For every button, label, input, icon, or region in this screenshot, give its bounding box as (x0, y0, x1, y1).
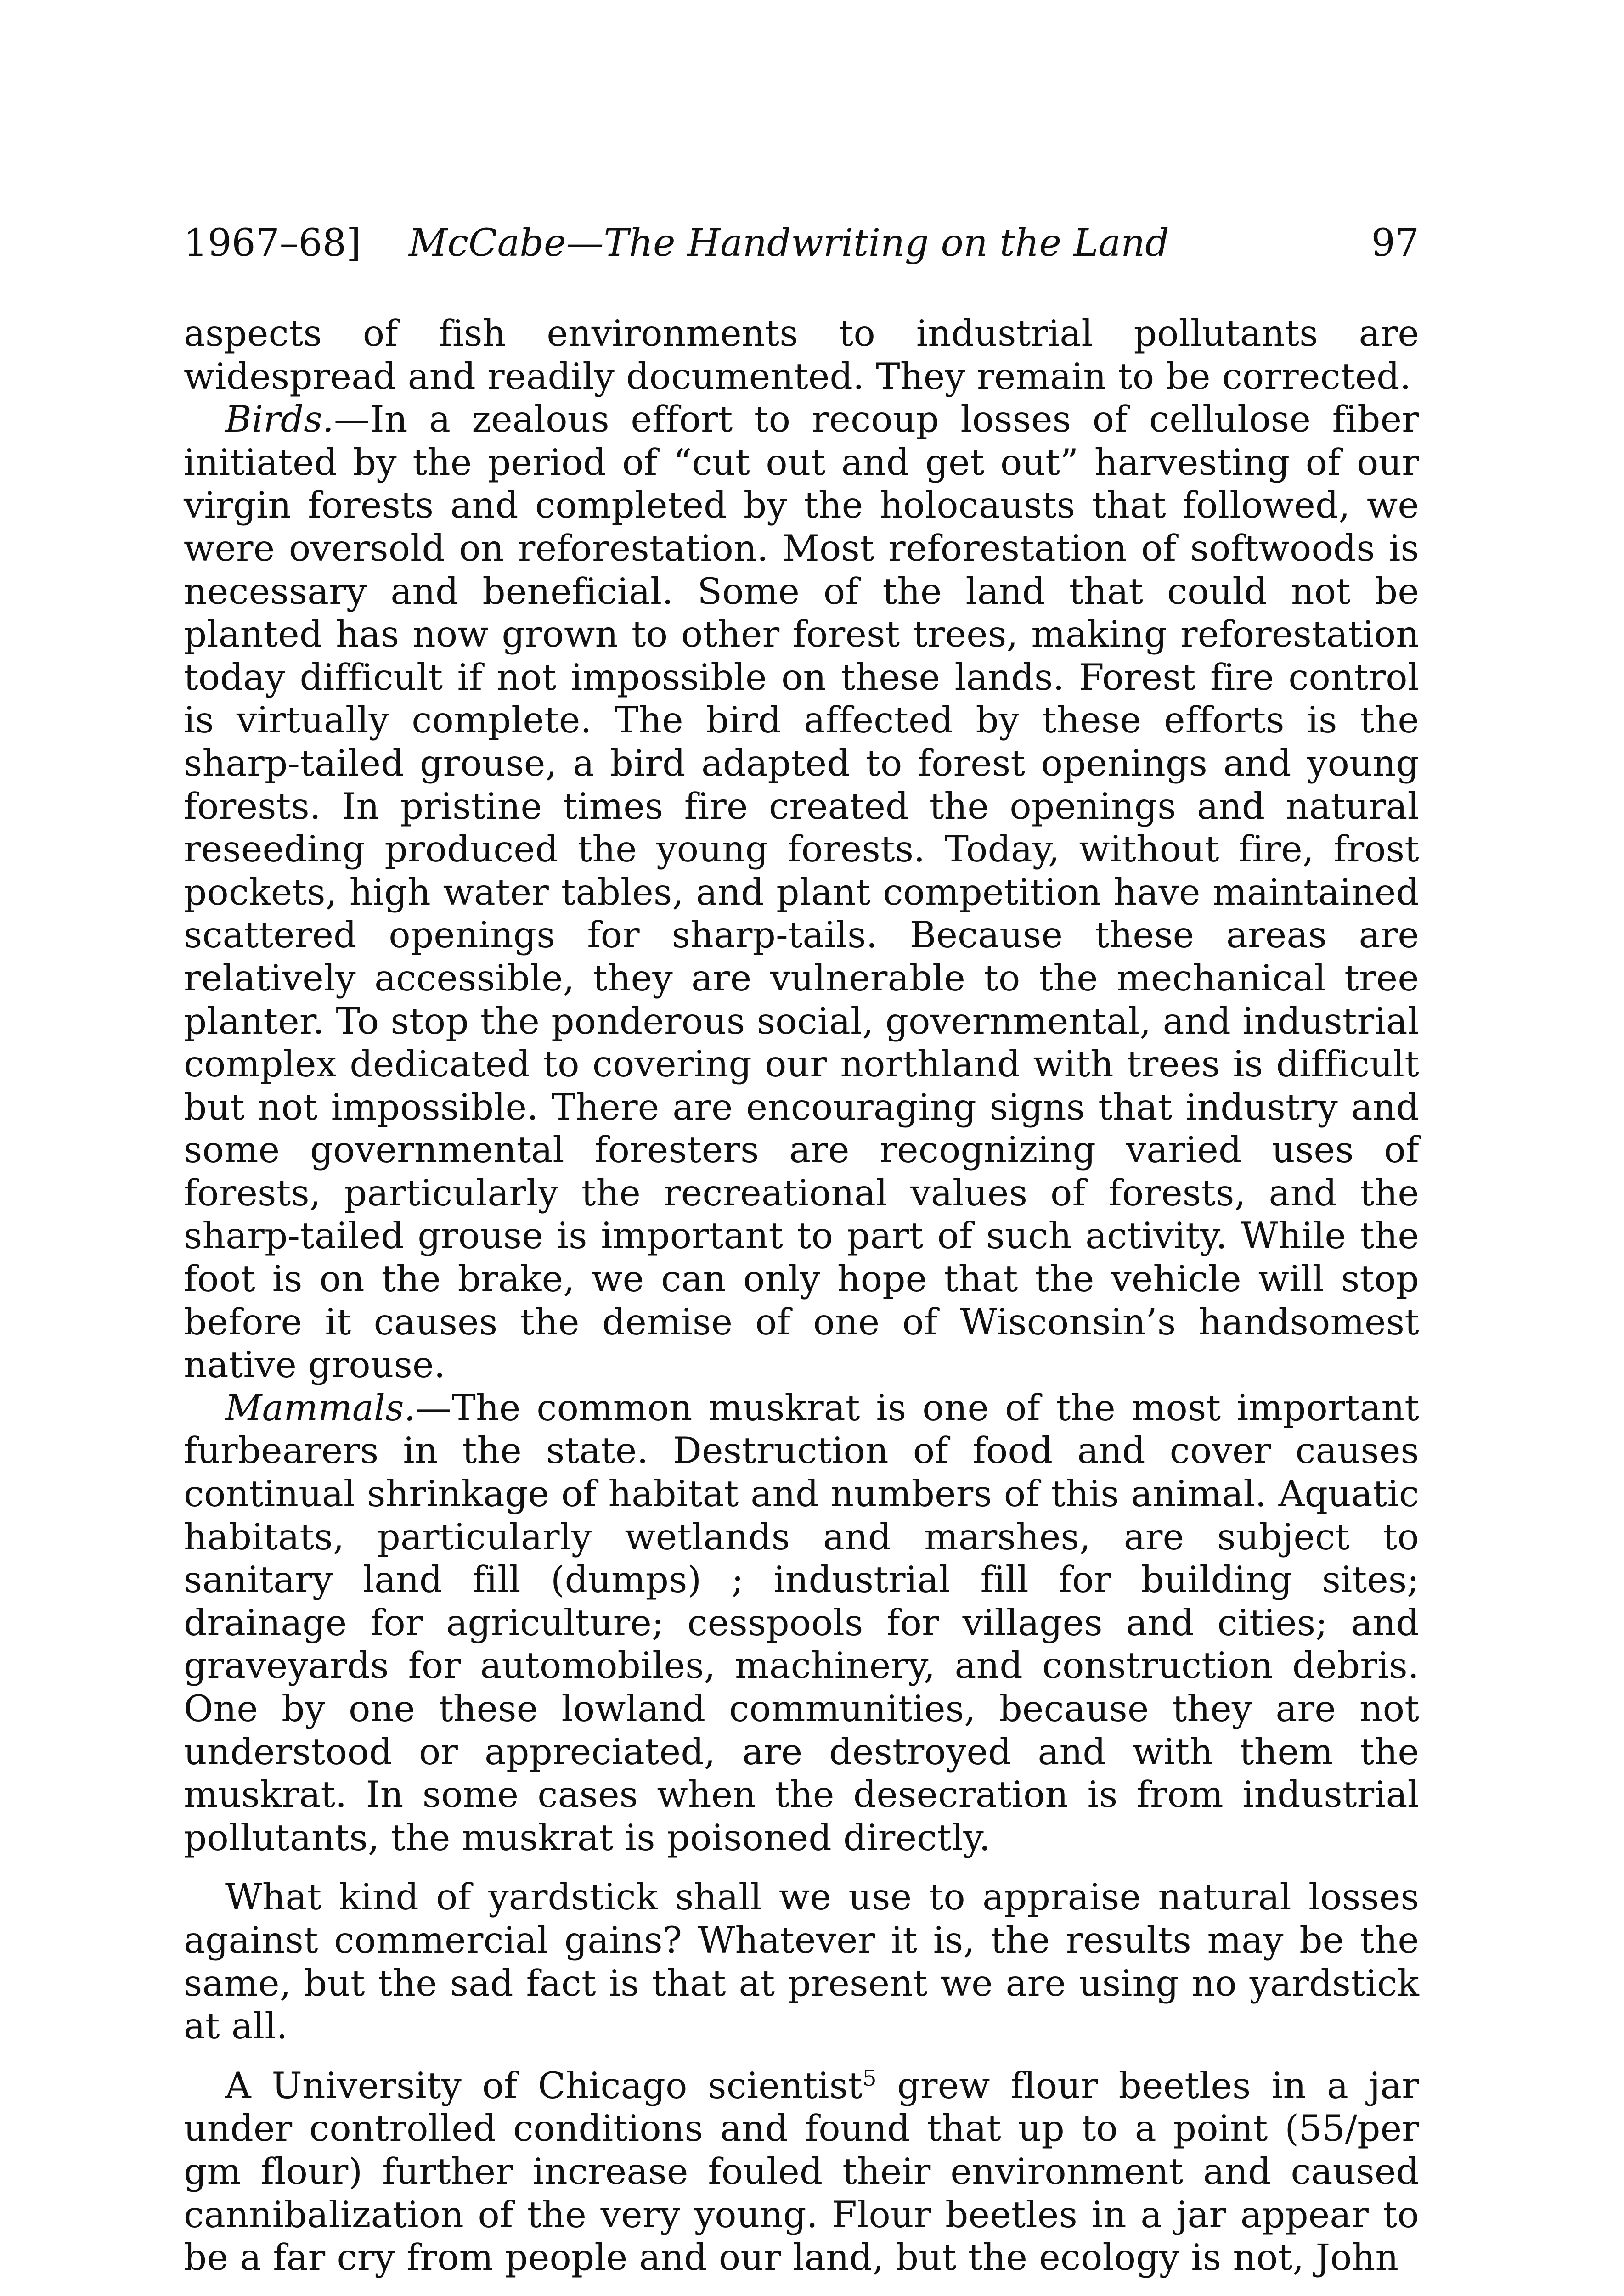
paragraph-fish-continuation: aspects of fish environments to industrial pollutants are widespread and readily documented. They remain to be corrected. (184, 312, 1419, 398)
paragraph-birds (184, 398, 1419, 1387)
running-head-title: McCabe—The Handwriting on the Land (409, 221, 1169, 265)
paragraph-mammals (184, 1387, 1419, 1860)
running-head (184, 216, 1419, 271)
body-text (184, 312, 1419, 2279)
paragraph-yardstick: What kind of yardstick shall we use to appraise natural losses against commercial gains? Whatever it is, the results may be the same, but the sad fact is that at present we are using no yardstick at all. (184, 1876, 1419, 2048)
paragraph-flour-beetles-start: A University of Chicago scientist (225, 2064, 863, 2107)
paragraph-mammals-text: —The common muskrat is one of the most important furbearers in the state. Destruction of food and cover causes continual shrinkage of habitat and numbers of this animal. Aquatic habitats, particularly wetlands and marshes, are subject to sanitary land fill (dumps) ; industrial fill for building sites; drainage for agriculture; cesspools for villages and cities; and graveyards for automobiles, machinery, and construction debris. One by one these lowland communities, because they are not understood or appreciated, are destroyed and with them the muskrat. In some cases when the desecration is from industrial pollutants, the muskrat is poisoned directly. (184, 1386, 1419, 1859)
paragraph-flour-beetles-rest: grew flour beetles in a jar under controlled conditions and found that up to a point (55/per gm flour) further increase fouled their environment and caused cannibalization of the very young. Flour beetles in a jar appear to be a far cry from people and our land, but the ecology is not, John (184, 2064, 1419, 2279)
page (184, 216, 1419, 2279)
run-in-heading-mammals: Mammals. (225, 1386, 416, 1429)
page-number: 97 (1371, 221, 1419, 265)
run-in-heading-birds: Birds. (225, 398, 334, 441)
paragraph-birds-text: —In a zealous effort to recoup losses of cellulose fiber initiated by the period of “cut out and get out” harvesting of our virgin forests and completed by the holocausts that followed, we were oversold on reforestation. Most reforestation of softwoods is necessary and beneficial. Some of the land that could not be planted has now grown to other forest trees, making reforestation today difficult if not impossible on these lands. Forest fire control is virtually complete. The bird affected by these efforts is the sharp-tailed grouse, a bird adapted to forest openings and young forests. In pristine times fire created the openings and natural reseeding produced the young forests. Today, without fire, frost pockets, high water tables, and plant competition have maintained scattered openings for sharp-tails. Because these areas are relatively accessible, they are vulnerable to the mechanical tree planter. To stop the ponderous social, governmental, and industrial complex dedicated to covering our northland with trees is difficult but not impossible. There are encouraging signs that industry and some governmental foresters are recognizing varied uses of forests, particularly the recreational values of forests, and the sharp-tailed grouse is important to part of such activity. While the foot is on the brake, we can only hope that the vehicle will stop before it causes the demise of one of Wisconsin’s handsomest native grouse. (184, 398, 1419, 1386)
footnote-marker[interactable]: 5 (862, 2065, 877, 2091)
running-head-year: 1967–68] (184, 221, 361, 265)
paragraph-flour-beetles (184, 2065, 1419, 2279)
